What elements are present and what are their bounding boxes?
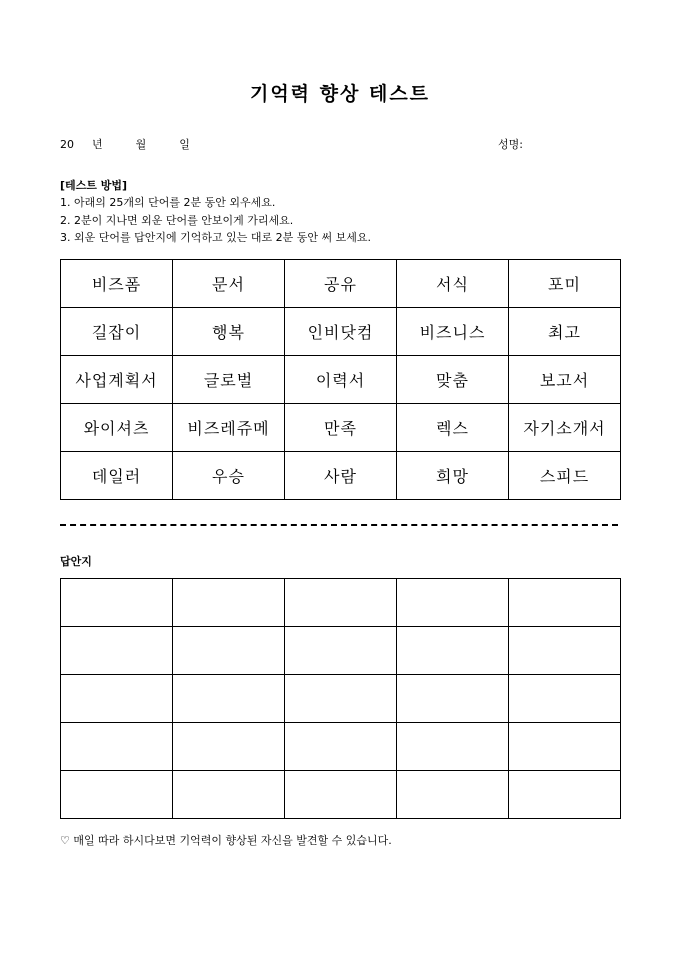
- answer-cell[interactable]: [397, 771, 509, 819]
- table-row: [61, 356, 621, 404]
- answer-cell[interactable]: [397, 675, 509, 723]
- word-cell: 자기소개서: [509, 404, 621, 452]
- word-cell: 우승: [173, 452, 285, 500]
- word-cell: 맞춤: [397, 356, 509, 404]
- table-row: [61, 627, 621, 675]
- word-cell: 비즈레쥬메: [173, 404, 285, 452]
- date-line: [60, 136, 190, 152]
- table-row: [61, 308, 621, 356]
- answer-cell[interactable]: [173, 771, 285, 819]
- word-cell: 이력서: [285, 356, 397, 404]
- word-table: [60, 259, 621, 500]
- word-cell: 사업계획서: [61, 356, 173, 404]
- answer-cell[interactable]: [285, 675, 397, 723]
- answer-cell[interactable]: [509, 579, 621, 627]
- name-label: 성명:: [498, 138, 523, 151]
- word-cell: 비즈니스: [397, 308, 509, 356]
- word-cell: 와이셔츠: [61, 404, 173, 452]
- answer-cell[interactable]: [509, 627, 621, 675]
- word-cell: 비즈폼: [61, 260, 173, 308]
- method-heading: [테스트 방법]: [60, 179, 128, 192]
- instruction-step: 1. 아래의 25개의 단어를 2분 동안 외우세요.: [60, 196, 276, 209]
- instruction-step: 3. 외운 단어를 답안지에 기억하고 있는 대로 2분 동안 써 보세요.: [60, 231, 371, 244]
- date-day-label: 일: [179, 138, 190, 151]
- answer-cell[interactable]: [397, 723, 509, 771]
- answer-cell[interactable]: [173, 627, 285, 675]
- table-row: [61, 675, 621, 723]
- word-cell: 문서: [173, 260, 285, 308]
- table-row: [61, 579, 621, 627]
- table-row: [61, 771, 621, 819]
- word-cell: 글로벌: [173, 356, 285, 404]
- word-cell: 렉스: [397, 404, 509, 452]
- table-row: [61, 723, 621, 771]
- answer-cell[interactable]: [509, 723, 621, 771]
- answer-cell[interactable]: [173, 579, 285, 627]
- answer-sheet-heading: 답안지: [60, 555, 92, 568]
- answer-cell[interactable]: [509, 771, 621, 819]
- table-row: [61, 404, 621, 452]
- footer-note: ♡ 매일 따라 하시다보면 기억력이 향상된 자신을 발견할 수 있습니다.: [60, 834, 392, 847]
- answer-cell[interactable]: [61, 771, 173, 819]
- answer-cell[interactable]: [61, 579, 173, 627]
- word-cell: 스피드: [509, 452, 621, 500]
- instructions-list: [60, 194, 371, 247]
- word-cell: 행복: [173, 308, 285, 356]
- instruction-step: 2. 2분이 지나면 외운 단어를 안보이게 가리세요.: [60, 213, 294, 227]
- word-cell: 데일러: [61, 452, 173, 500]
- answer-cell[interactable]: [61, 627, 173, 675]
- page-title: 기억력 향상 테스트: [249, 83, 431, 105]
- word-cell: 사람: [285, 452, 397, 500]
- answer-cell[interactable]: [397, 579, 509, 627]
- word-cell: 길잡이: [61, 308, 173, 356]
- answer-cell[interactable]: [285, 579, 397, 627]
- answer-cell[interactable]: [509, 675, 621, 723]
- table-row: [61, 260, 621, 308]
- answer-table: [60, 578, 621, 819]
- word-cell: 공유: [285, 260, 397, 308]
- answer-cell[interactable]: [285, 771, 397, 819]
- answer-cell[interactable]: [285, 723, 397, 771]
- word-cell: 서식: [397, 260, 509, 308]
- word-cell: 포미: [509, 260, 621, 308]
- answer-cell[interactable]: [173, 723, 285, 771]
- answer-cell[interactable]: [61, 723, 173, 771]
- table-row: [61, 452, 621, 500]
- word-cell: 보고서: [509, 356, 621, 404]
- date-year-prefix: 20: [60, 138, 74, 151]
- cut-line-divider: [60, 524, 618, 526]
- date-month-label: 월: [135, 138, 147, 151]
- date-year-label: 년: [92, 138, 103, 151]
- answer-cell[interactable]: [397, 627, 509, 675]
- word-cell: 희망: [397, 452, 509, 500]
- word-cell: 만족: [285, 404, 397, 452]
- word-cell: 인비닷컴: [285, 308, 397, 356]
- word-cell: 최고: [509, 308, 621, 356]
- answer-cell[interactable]: [61, 675, 173, 723]
- answer-cell[interactable]: [173, 675, 285, 723]
- answer-cell[interactable]: [285, 627, 397, 675]
